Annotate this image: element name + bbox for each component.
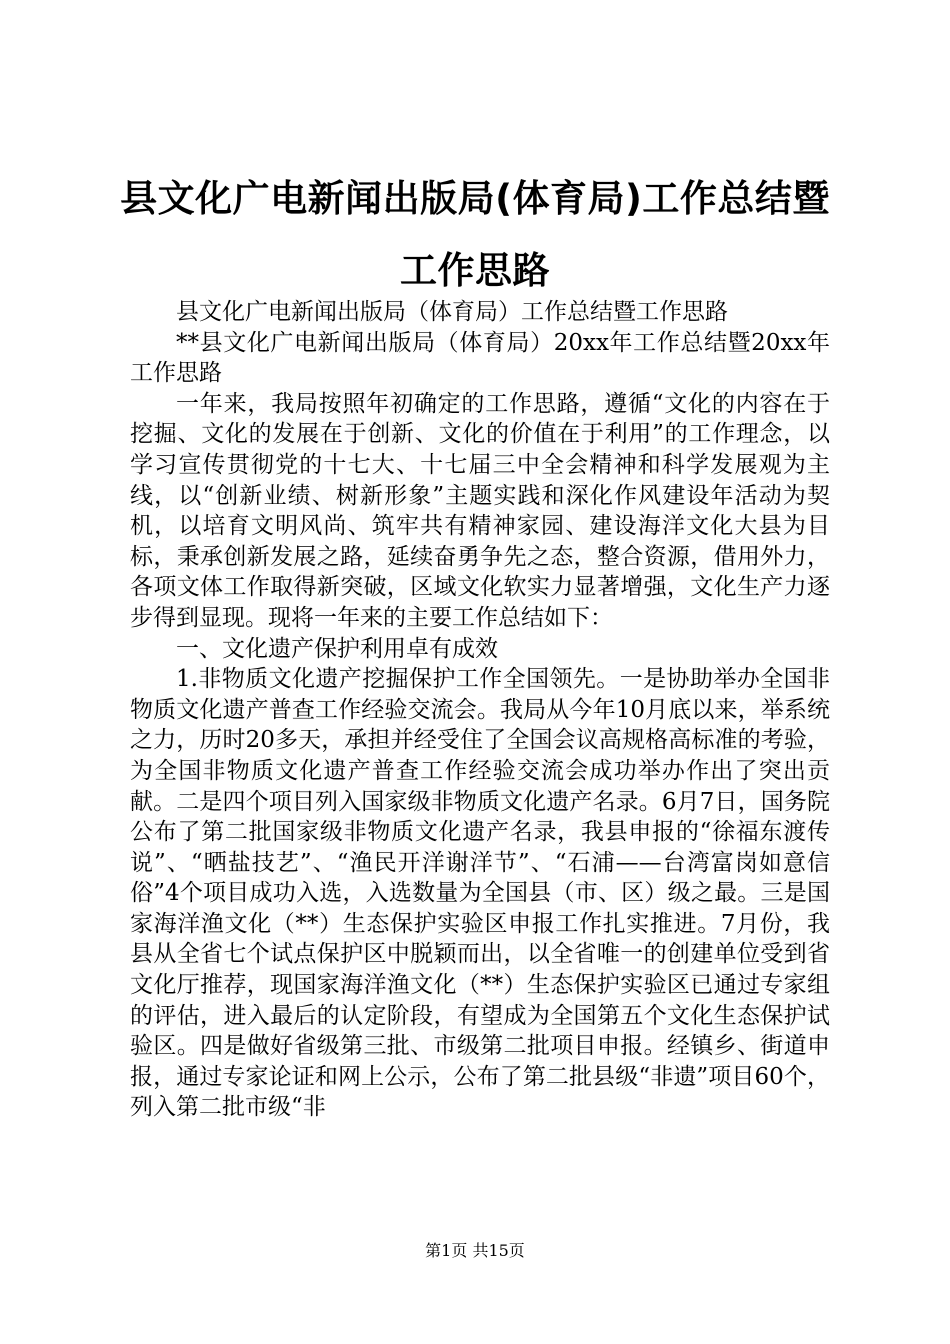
paragraph-report-heading: **县文化广电新闻出版局（体育局）20xx年工作总结暨20xx年工作思路 [130,329,830,387]
section-heading-1: 一、文化遗产保护利用卓有成效 [176,635,498,662]
page-footer: 第1页 共15页 [425,1241,525,1260]
paragraph-intro: 一年来，我局按照年初确定的工作思路，遵循“文化的内容在于挖掘、文化的发展在于创新、文化的价值在于利用”的工作理念，以学习宣传贯彻党的十七大、十七届三中全会精神和科学发展观为主线，以“创新业绩、树新形象”主题实践和深化作风建设年活动为契机，以培育文明风尚、筑牢共有精神家园、建设海洋文化大县为目标，秉承创新发展之路，延续奋勇争先之态，整合资源，借用外力，各项文体工作取得新突破，区域文化软实力显著增强，文化生产力逐步得到显现。现将一年来的主要工作总结如下： [130,390,830,631]
paragraph-subtitle: 县文化广电新闻出版局（体育局）工作总结暨工作思路 [176,299,728,325]
document-title: 县文化广电新闻出版局(体育局)工作总结暨工作思路 [120,177,830,292]
document-body [130,297,830,1123]
paragraph-item-1: 1.非物质文化遗产挖掘保护工作全国领先。一是协助举办全国非物质文化遗产普查工作经验交流会。我局从今年10月底以来，举系统之力，历时20多天，承担并经受住了全国会议高规格高标准的考验，为全国非物质文化遗产普查工作经验交流会成功举办作出了突出贡献。二是四个项目列入国家级非物质文化遗产名录。6月7日，国务院公布了第二批国家级非物质文化遗产名录，我县申报的“徐福东渡传说”、“晒盐技艺”、“渔民开洋谢洋节”、“石浦——台湾富岗如意信俗”4个项目成功入选，入选数量为全国县（市、区）级之最。三是国家海洋渔文化（**）生态保护实验区申报工作扎实推进。7月份，我县从全省七个试点保护区中脱颖而出，以全省唯一的创建单位受到省文化厅推荐，现国家海洋渔文化（**）生态保护实验区已通过专家组的评估，进入最后的认定阶段，有望成为全国第五个文化生态保护试验区。四是做好省级第三批、市级第二批项目申报。经镇乡、街道申报，通过专家论证和网上公示，公布了第二批县级“非遗”项目60个，列入第二批市级“非 [130,666,830,1121]
